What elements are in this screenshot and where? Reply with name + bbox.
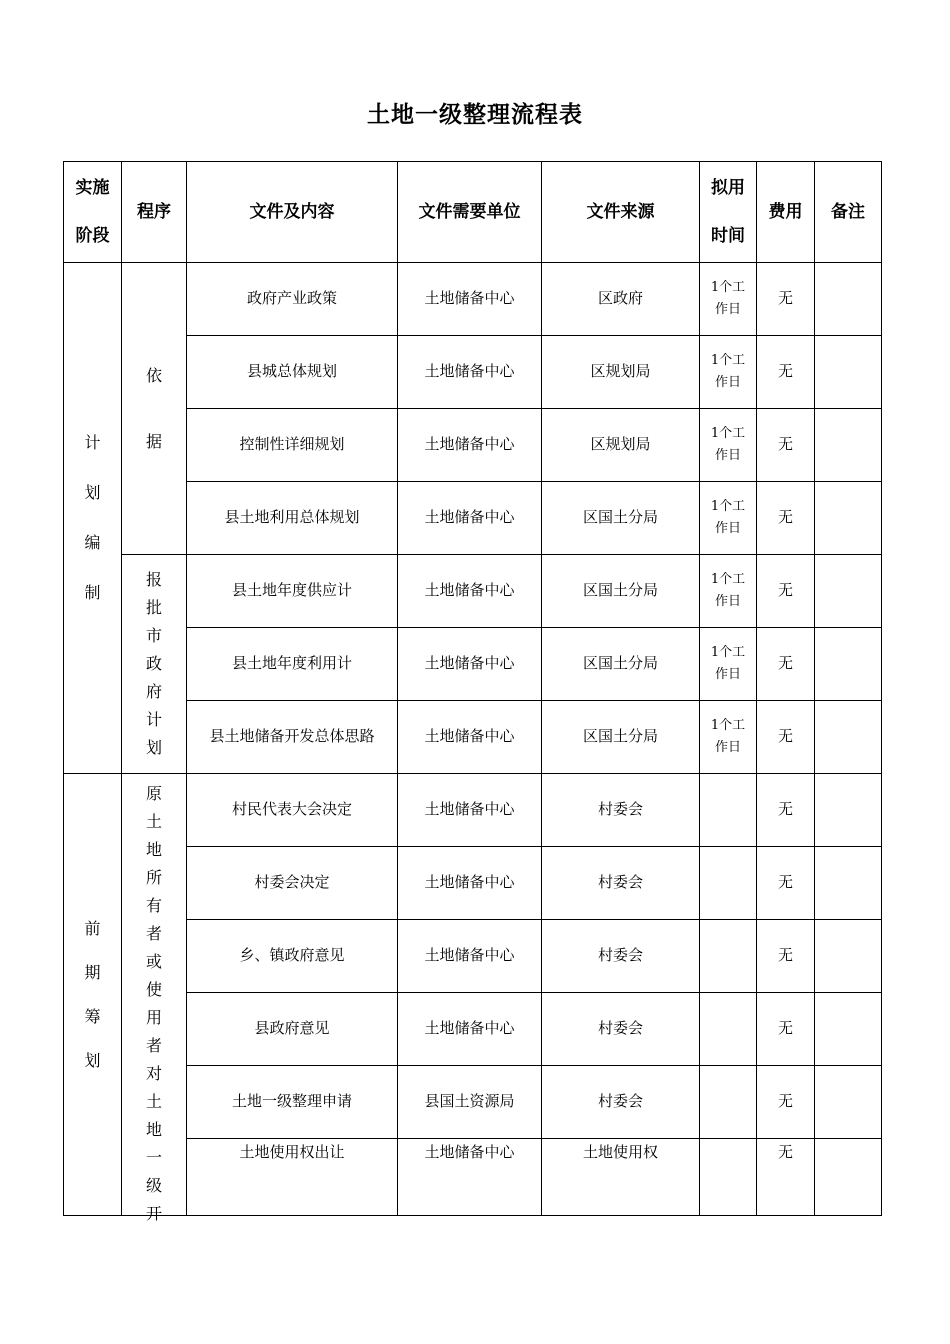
note-cell bbox=[815, 1139, 882, 1216]
fee-cell: 无 bbox=[757, 847, 815, 920]
header-note: 备注 bbox=[815, 162, 882, 263]
doc-cell: 县土地储备开发总体思路 bbox=[187, 701, 398, 774]
unit-cell: 土地储备中心 bbox=[398, 409, 542, 482]
header-procedure: 程序 bbox=[122, 162, 187, 263]
time-cell: 1个工作日 bbox=[700, 336, 757, 409]
time-cell bbox=[700, 920, 757, 993]
doc-cell: 村委会决定 bbox=[187, 847, 398, 920]
time-cell bbox=[700, 774, 757, 847]
note-cell bbox=[815, 993, 882, 1066]
table-row bbox=[64, 993, 882, 1066]
unit-cell: 土地储备中心 bbox=[398, 263, 542, 336]
source-cell: 村委会 bbox=[542, 993, 700, 1066]
header-source: 文件来源 bbox=[542, 162, 700, 263]
unit-cell: 土地储备中心 bbox=[398, 555, 542, 628]
time-cell bbox=[700, 847, 757, 920]
doc-cell: 土地使用权出让 bbox=[187, 1139, 398, 1216]
time-cell: 1个工作日 bbox=[700, 482, 757, 555]
note-cell bbox=[815, 920, 882, 993]
fee-cell: 无 bbox=[757, 774, 815, 847]
unit-cell: 土地储备中心 bbox=[398, 993, 542, 1066]
table-row bbox=[64, 409, 882, 482]
source-cell: 土地使用权 bbox=[542, 1139, 700, 1216]
header-phase: 实施阶段 bbox=[64, 162, 122, 263]
doc-cell: 县土地利用总体规划 bbox=[187, 482, 398, 555]
fee-cell: 无 bbox=[757, 409, 815, 482]
table-row bbox=[64, 920, 882, 993]
table-row bbox=[64, 1139, 882, 1216]
fee-cell: 无 bbox=[757, 482, 815, 555]
note-cell bbox=[815, 701, 882, 774]
doc-cell: 村民代表大会决定 bbox=[187, 774, 398, 847]
time-cell bbox=[700, 1066, 757, 1139]
fee-cell: 无 bbox=[757, 628, 815, 701]
source-cell: 村委会 bbox=[542, 1066, 700, 1139]
source-cell: 区国土分局 bbox=[542, 555, 700, 628]
unit-cell: 县国土资源局 bbox=[398, 1066, 542, 1139]
header-docs: 文件及内容 bbox=[187, 162, 398, 263]
time-cell: 1个工作日 bbox=[700, 555, 757, 628]
procedure-basis: 依据 bbox=[122, 263, 187, 555]
unit-cell: 土地储备中心 bbox=[398, 1139, 542, 1216]
procedure-owner: 原土地所有者或使用者对土地一级开 bbox=[122, 774, 187, 1216]
time-cell: 1个工作日 bbox=[700, 701, 757, 774]
source-cell: 区国土分局 bbox=[542, 628, 700, 701]
doc-cell: 县土地年度利用计 bbox=[187, 628, 398, 701]
page-title: 土地一级整理流程表 bbox=[367, 101, 583, 128]
header-row bbox=[64, 162, 882, 263]
fee-cell: 无 bbox=[757, 1066, 815, 1139]
fee-cell: 无 bbox=[757, 993, 815, 1066]
note-cell bbox=[815, 555, 882, 628]
unit-cell: 土地储备中心 bbox=[398, 920, 542, 993]
note-cell bbox=[815, 774, 882, 847]
time-cell bbox=[700, 993, 757, 1066]
header-unit: 文件需要单位 bbox=[398, 162, 542, 263]
note-cell bbox=[815, 847, 882, 920]
note-cell bbox=[815, 482, 882, 555]
source-cell: 区国土分局 bbox=[542, 482, 700, 555]
unit-cell: 土地储备中心 bbox=[398, 701, 542, 774]
table-row bbox=[64, 336, 882, 409]
process-table bbox=[63, 161, 882, 1223]
time-cell: 1个工作日 bbox=[700, 628, 757, 701]
source-cell: 村委会 bbox=[542, 774, 700, 847]
source-cell: 村委会 bbox=[542, 920, 700, 993]
source-cell: 区政府 bbox=[542, 263, 700, 336]
source-cell: 区规划局 bbox=[542, 409, 700, 482]
doc-cell: 政府产业政策 bbox=[187, 263, 398, 336]
table-row bbox=[64, 774, 882, 847]
source-cell: 区国土分局 bbox=[542, 701, 700, 774]
note-cell bbox=[815, 336, 882, 409]
fee-cell: 无 bbox=[757, 263, 815, 336]
table-row bbox=[64, 701, 882, 774]
time-cell: 1个工作日 bbox=[700, 263, 757, 336]
doc-cell: 县土地年度供应计 bbox=[187, 555, 398, 628]
unit-cell: 土地储备中心 bbox=[398, 628, 542, 701]
note-cell bbox=[815, 409, 882, 482]
table-row bbox=[64, 1066, 882, 1139]
unit-cell: 土地储备中心 bbox=[398, 847, 542, 920]
fee-cell: 无 bbox=[757, 920, 815, 993]
source-cell: 村委会 bbox=[542, 847, 700, 920]
note-cell bbox=[815, 628, 882, 701]
doc-cell: 县城总体规划 bbox=[187, 336, 398, 409]
table-row bbox=[64, 628, 882, 701]
table-row bbox=[64, 847, 882, 920]
doc-cell: 县政府意见 bbox=[187, 993, 398, 1066]
header-time: 拟用时间 bbox=[700, 162, 757, 263]
fee-cell: 无 bbox=[757, 701, 815, 774]
time-cell bbox=[700, 1139, 757, 1216]
note-cell bbox=[815, 263, 882, 336]
phase-early: 前期筹划 bbox=[64, 774, 122, 1216]
unit-cell: 土地储备中心 bbox=[398, 336, 542, 409]
phase-plan: 计划编制 bbox=[64, 263, 122, 774]
table-row bbox=[64, 263, 882, 336]
fee-cell: 无 bbox=[757, 555, 815, 628]
doc-cell: 乡、镇政府意见 bbox=[187, 920, 398, 993]
unit-cell: 土地储备中心 bbox=[398, 774, 542, 847]
fee-cell: 无 bbox=[757, 1139, 815, 1216]
fee-cell: 无 bbox=[757, 336, 815, 409]
note-cell bbox=[815, 1066, 882, 1139]
doc-cell: 土地一级整理申请 bbox=[187, 1066, 398, 1139]
doc-cell: 控制性详细规划 bbox=[187, 409, 398, 482]
table-row bbox=[64, 555, 882, 628]
table-row bbox=[64, 482, 882, 555]
source-cell: 区规划局 bbox=[542, 336, 700, 409]
header-fee: 费用 bbox=[757, 162, 815, 263]
unit-cell: 土地储备中心 bbox=[398, 482, 542, 555]
procedure-approval: 报批市政府计划 bbox=[122, 555, 187, 774]
time-cell: 1个工作日 bbox=[700, 409, 757, 482]
